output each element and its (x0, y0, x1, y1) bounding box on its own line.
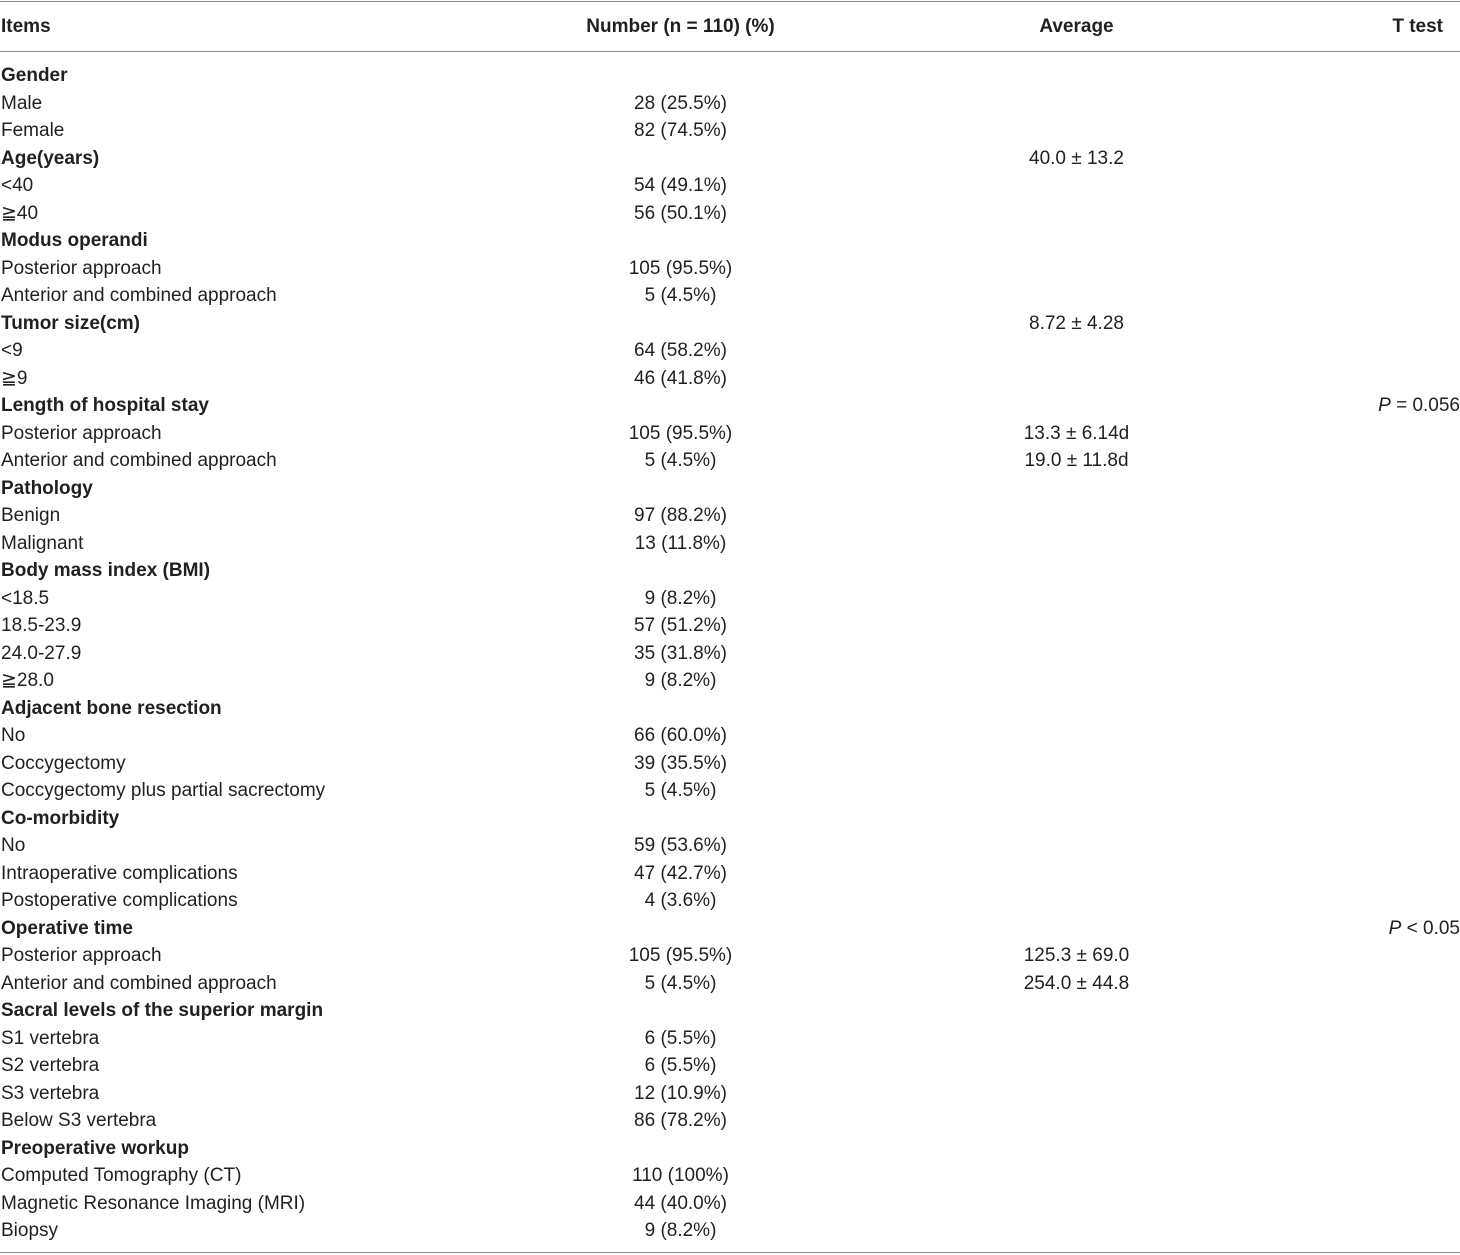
table-row (0, 447, 1460, 475)
row-label: Posterior approach (1, 257, 162, 279)
number-cell: 4 (3.6%) (644, 890, 717, 911)
number-cell: 13 (11.8%) (634, 532, 727, 554)
section-row (0, 997, 1460, 1025)
section-row (0, 62, 1460, 90)
section-label: Body mass index (BMI) (1, 560, 211, 581)
row-label: Coccygectomy plus partial sacrectomy (1, 780, 326, 801)
row-label: S2 vertebra (1, 1055, 100, 1076)
table-row (0, 832, 1460, 860)
table-row (0, 1107, 1460, 1135)
table-row (0, 282, 1460, 310)
section-label: Tumor size(cm) (1, 312, 141, 334)
table-row (0, 255, 1460, 283)
table-row (0, 1190, 1460, 1218)
table-row (0, 777, 1460, 805)
section-row (0, 557, 1460, 585)
table-top-rule (0, 1, 1460, 2)
number-cell: 28 (25.5%) (634, 92, 727, 114)
table-row (0, 1217, 1460, 1245)
row-label: Benign (1, 505, 61, 526)
table-row (0, 502, 1460, 530)
table-row (0, 860, 1460, 888)
number-cell: 9 (8.2%) (644, 1220, 717, 1241)
average-cell: 40.0 ± 13.2 (1029, 147, 1124, 169)
number-cell: 5 (4.5%) (644, 285, 717, 306)
row-label: Anterior and combined approach (1, 285, 277, 306)
number-cell: 97 (88.2%) (634, 505, 727, 526)
row-label: S3 vertebra (1, 1082, 100, 1104)
row-label: Below S3 vertebra (1, 1110, 157, 1131)
average-cell: 125.3 ± 69.0 (1023, 945, 1130, 966)
table-header-row (0, 13, 1460, 41)
table-row (0, 970, 1460, 998)
number-cell: 47 (42.7%) (634, 862, 727, 884)
table-row (0, 1052, 1460, 1080)
table-row (0, 722, 1460, 750)
p-symbol: P (1388, 917, 1402, 939)
p-value: < 0.05 (1401, 917, 1460, 939)
number-cell: 105 (95.5%) (628, 945, 733, 966)
section-label: Gender (1, 65, 68, 86)
number-cell: 110 (100%) (632, 1165, 729, 1186)
table-row (0, 585, 1460, 613)
table-row (0, 1162, 1460, 1190)
table-row (0, 1080, 1460, 1108)
average-cell: 19.0 ± 11.8d (1024, 450, 1129, 471)
table-row (0, 117, 1460, 145)
row-label: <40 (1, 175, 34, 196)
number-cell: 9 (8.2%) (644, 587, 717, 609)
table-row (0, 337, 1460, 365)
table-row (0, 172, 1460, 200)
section-label: Modus operandi (1, 230, 148, 251)
average-cell: 13.3 ± 6.14d (1023, 422, 1130, 444)
row-label: No (1, 725, 26, 746)
table-row (0, 200, 1460, 228)
row-label: Female (1, 120, 65, 141)
table-row (0, 942, 1460, 970)
row-label: Anterior and combined approach (1, 450, 277, 471)
section-label: Operative time (1, 917, 133, 939)
section-label: Pathology (1, 477, 93, 499)
number-cell: 54 (49.1%) (634, 175, 727, 196)
number-cell: 66 (60.0%) (634, 725, 727, 746)
section-label: Length of hospital stay (1, 395, 209, 416)
table-row (0, 640, 1460, 668)
row-label: Anterior and combined approach (1, 972, 277, 994)
table-row (0, 365, 1460, 393)
row-label: Magnetic Resonance Imaging (MRI) (1, 1192, 306, 1214)
number-cell: 6 (5.5%) (644, 1055, 717, 1076)
number-cell: 59 (53.6%) (634, 835, 727, 856)
section-row (0, 475, 1460, 503)
section-label: Age(years) (1, 147, 100, 169)
row-label: Postoperative complications (1, 890, 238, 911)
row-label: Posterior approach (1, 945, 162, 966)
ttest-cell (1389, 915, 1460, 943)
section-label: Sacral levels of the superior margin (1, 1000, 324, 1021)
header-average: Average (1039, 16, 1114, 37)
section-row (0, 915, 1460, 943)
row-label: Intraoperative complications (1, 862, 238, 884)
row-label: No (1, 835, 26, 856)
number-cell: 5 (4.5%) (644, 780, 717, 801)
section-label: Co-morbidity (1, 807, 120, 829)
table-row (0, 750, 1460, 778)
table-row (0, 1025, 1460, 1053)
header-number: Number (n = 110) (%) (586, 16, 775, 37)
table-header-rule (0, 51, 1460, 52)
table-row (0, 667, 1460, 695)
p-value: = 0.056 (1390, 395, 1460, 416)
number-cell: 35 (31.8%) (634, 642, 727, 664)
table-row (0, 612, 1460, 640)
table-row (0, 90, 1460, 118)
section-row (0, 1135, 1460, 1163)
number-cell: 5 (4.5%) (644, 972, 717, 994)
section-row (0, 145, 1460, 173)
row-label: S1 vertebra (1, 1027, 100, 1049)
row-label: ≧40 (1, 202, 39, 224)
number-cell: 56 (50.1%) (634, 202, 727, 224)
row-label: Male (1, 92, 43, 114)
row-label: <9 (1, 340, 23, 361)
average-cell: 8.72 ± 4.28 (1029, 312, 1124, 334)
row-label: <18.5 (1, 587, 50, 609)
number-cell: 12 (10.9%) (634, 1082, 727, 1104)
row-label: Computed Tomography (CT) (1, 1165, 242, 1186)
number-cell: 46 (41.8%) (634, 367, 727, 389)
section-row (0, 310, 1460, 338)
average-cell: 254.0 ± 44.8 (1023, 972, 1130, 994)
section-row (0, 227, 1460, 255)
header-ttest: T test (1392, 16, 1443, 37)
section-label: Preoperative workup (1, 1137, 189, 1159)
section-label: Adjacent bone resection (1, 697, 222, 719)
number-cell: 44 (40.0%) (634, 1192, 727, 1214)
row-label: Posterior approach (1, 422, 162, 444)
number-cell: 105 (95.5%) (628, 257, 733, 279)
number-cell: 9 (8.2%) (644, 670, 717, 691)
row-label: 18.5-23.9 (1, 615, 82, 636)
section-row (0, 805, 1460, 833)
row-label: ≧28.0 (1, 670, 54, 691)
row-label: Coccygectomy (1, 752, 126, 774)
number-cell: 57 (51.2%) (634, 615, 727, 636)
row-label: ≧9 (1, 367, 28, 389)
row-label: 24.0-27.9 (1, 642, 82, 664)
ttest-cell (1378, 392, 1460, 420)
number-cell: 39 (35.5%) (634, 752, 727, 774)
number-cell: 5 (4.5%) (644, 450, 717, 471)
number-cell: 64 (58.2%) (634, 340, 727, 361)
number-cell: 86 (78.2%) (634, 1110, 727, 1131)
section-row (0, 695, 1460, 723)
header-items: Items (1, 16, 51, 37)
number-cell: 6 (5.5%) (644, 1027, 717, 1049)
row-label: Biopsy (1, 1220, 59, 1241)
number-cell: 82 (74.5%) (634, 120, 727, 141)
table-row (0, 887, 1460, 915)
section-row (0, 392, 1460, 420)
table-row (0, 420, 1460, 448)
number-cell: 105 (95.5%) (628, 422, 733, 444)
row-label: Malignant (1, 532, 84, 554)
table-row (0, 530, 1460, 558)
p-symbol: P (1378, 395, 1391, 416)
table-bottom-rule (0, 1252, 1460, 1253)
